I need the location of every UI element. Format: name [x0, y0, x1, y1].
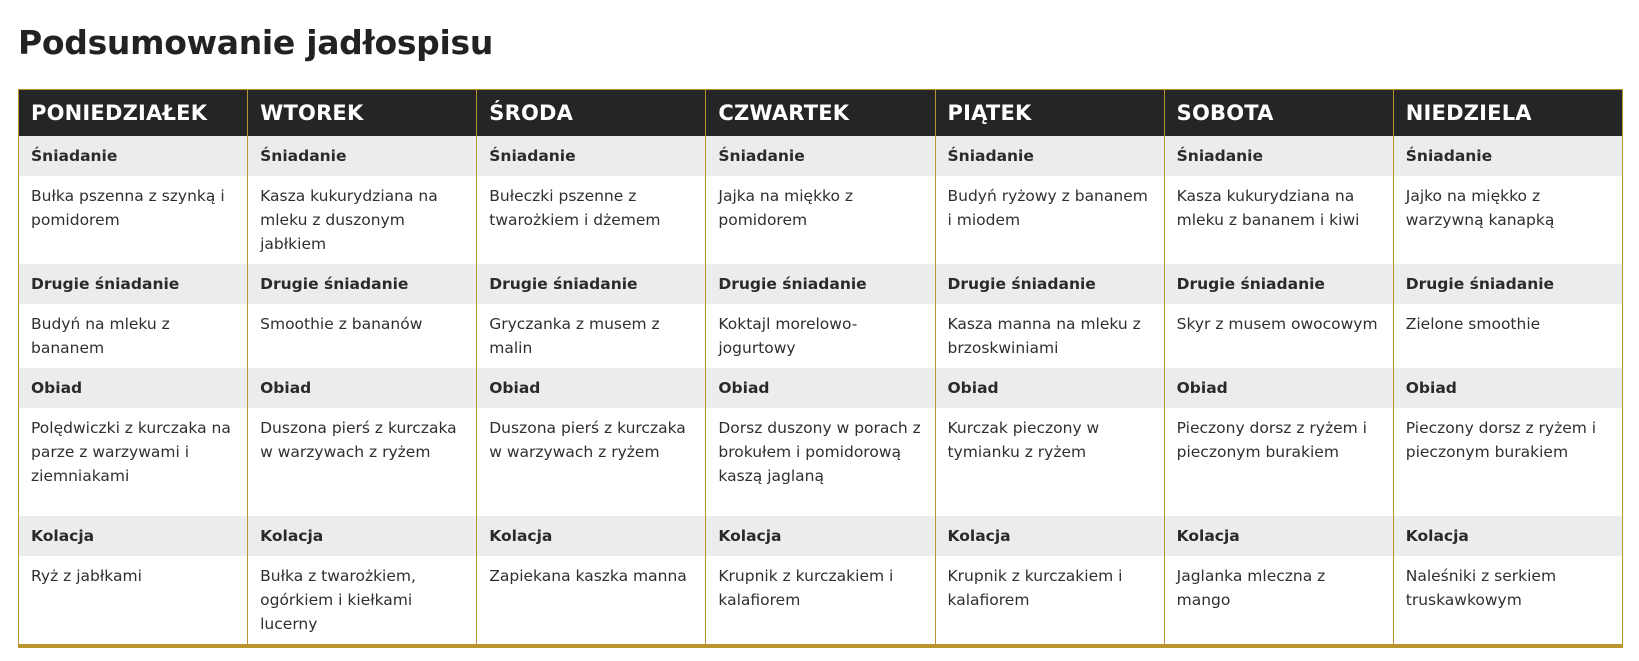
meal-label: Śniadanie: [1393, 136, 1622, 176]
table-body: [19, 136, 1623, 646]
dish-cell: Jajko na miękko z warzywną kanapką: [1393, 176, 1622, 264]
day-header-monday: PONIEDZIAŁEK: [19, 90, 248, 136]
meal-label: Śniadanie: [935, 136, 1164, 176]
dish-cell: Zapiekana kaszka manna: [477, 556, 706, 646]
page-title: Podsumowanie jadłospisu: [18, 23, 494, 62]
dish-cell: Jajka na miękko z pomidorem: [706, 176, 935, 264]
meal-label: Drugie śniadanie: [19, 264, 248, 304]
meal-label: Obiad: [706, 368, 935, 408]
day-header-thursday: CZWARTEK: [706, 90, 935, 136]
dish-cell: Kasza kukurydziana na mleku z bananem i kiwi: [1164, 176, 1393, 264]
meal-label: Drugie śniadanie: [935, 264, 1164, 304]
dish-row-dinner: [19, 556, 1623, 646]
meal-label: Śniadanie: [19, 136, 248, 176]
meal-label: Drugie śniadanie: [248, 264, 477, 304]
meal-label: Drugie śniadanie: [706, 264, 935, 304]
day-header-sunday: NIEDZIELA: [1393, 90, 1622, 136]
meal-label: Śniadanie: [706, 136, 935, 176]
meal-label-row-breakfast: [19, 136, 1623, 176]
dish-cell: Naleśniki z serkiem truskawkowym: [1393, 556, 1622, 646]
dish-cell: Duszona pierś z kurczaka w warzywach z ryżem: [248, 408, 477, 516]
meal-label: Kolacja: [1393, 516, 1622, 556]
dish-cell: Kasza kukurydziana na mleku z duszonym jabłkiem: [248, 176, 477, 264]
meal-label: Obiad: [935, 368, 1164, 408]
table-header: [19, 90, 1623, 136]
meal-label: Śniadanie: [477, 136, 706, 176]
dish-row-second-breakfast: [19, 304, 1623, 368]
dish-cell: Bułeczki pszenne z twarożkiem i dżemem: [477, 176, 706, 264]
meal-label: Śniadanie: [1164, 136, 1393, 176]
meal-label: Obiad: [1393, 368, 1622, 408]
dish-cell: Budyń ryżowy z bananem i miodem: [935, 176, 1164, 264]
dish-row-breakfast: [19, 176, 1623, 264]
meal-label-row-lunch: [19, 368, 1623, 408]
dish-cell: Dorsz duszony w porach z brokułem i pomidorową kaszą jaglaną: [706, 408, 935, 516]
dish-cell: Budyń na mleku z bananem: [19, 304, 248, 368]
meal-label: Obiad: [19, 368, 248, 408]
day-header-friday: PIĄTEK: [935, 90, 1164, 136]
day-header-tuesday: WTOREK: [248, 90, 477, 136]
meal-label: Obiad: [248, 368, 477, 408]
dish-cell: Smoothie z bananów: [248, 304, 477, 368]
meal-plan-table: [18, 89, 1623, 648]
dish-cell: Pieczony dorsz z ryżem i pieczonym burakiem: [1393, 408, 1622, 516]
day-header-wednesday: ŚRODA: [477, 90, 706, 136]
meal-label: Drugie śniadanie: [1393, 264, 1622, 304]
dish-cell: Zielone smoothie: [1393, 304, 1622, 368]
day-header-row: [19, 90, 1623, 136]
dish-cell: Duszona pierś z kurczaka w warzywach z ryżem: [477, 408, 706, 516]
dish-cell: Kurczak pieczony w tymianku z ryżem: [935, 408, 1164, 516]
dish-cell: Koktajl morelowo-jogurtowy: [706, 304, 935, 368]
dish-cell: Polędwiczki z kurczaka na parze z warzywami i ziemniakami: [19, 408, 248, 516]
meal-label: Śniadanie: [248, 136, 477, 176]
dish-row-lunch: [19, 408, 1623, 516]
meal-label: Kolacja: [248, 516, 477, 556]
dish-cell: Krupnik z kurczakiem i kalafiorem: [935, 556, 1164, 646]
meal-label: Drugie śniadanie: [1164, 264, 1393, 304]
dish-cell: Kasza manna na mleku z brzoskwiniami: [935, 304, 1164, 368]
meal-label: Kolacja: [477, 516, 706, 556]
meal-label-row-second-breakfast: [19, 264, 1623, 304]
meal-label: Obiad: [1164, 368, 1393, 408]
meal-label: Kolacja: [935, 516, 1164, 556]
dish-cell: Ryż z jabłkami: [19, 556, 248, 646]
dish-cell: Jaglanka mleczna z mango: [1164, 556, 1393, 646]
meal-label-row-dinner: [19, 516, 1623, 556]
dish-cell: Gryczanka z musem z malin: [477, 304, 706, 368]
dish-cell: Pieczony dorsz z ryżem i pieczonym burakiem: [1164, 408, 1393, 516]
meal-label: Obiad: [477, 368, 706, 408]
dish-cell: Bułka z twarożkiem, ogórkiem i kiełkami lucerny: [248, 556, 477, 646]
dish-cell: Skyr z musem owocowym: [1164, 304, 1393, 368]
dish-cell: Bułka pszenna z szynką i pomidorem: [19, 176, 248, 264]
day-header-saturday: SOBOTA: [1164, 90, 1393, 136]
dish-cell: Krupnik z kurczakiem i kalafiorem: [706, 556, 935, 646]
meal-label: Drugie śniadanie: [477, 264, 706, 304]
meal-label: Kolacja: [1164, 516, 1393, 556]
meal-label: Kolacja: [19, 516, 248, 556]
meal-label: Kolacja: [706, 516, 935, 556]
